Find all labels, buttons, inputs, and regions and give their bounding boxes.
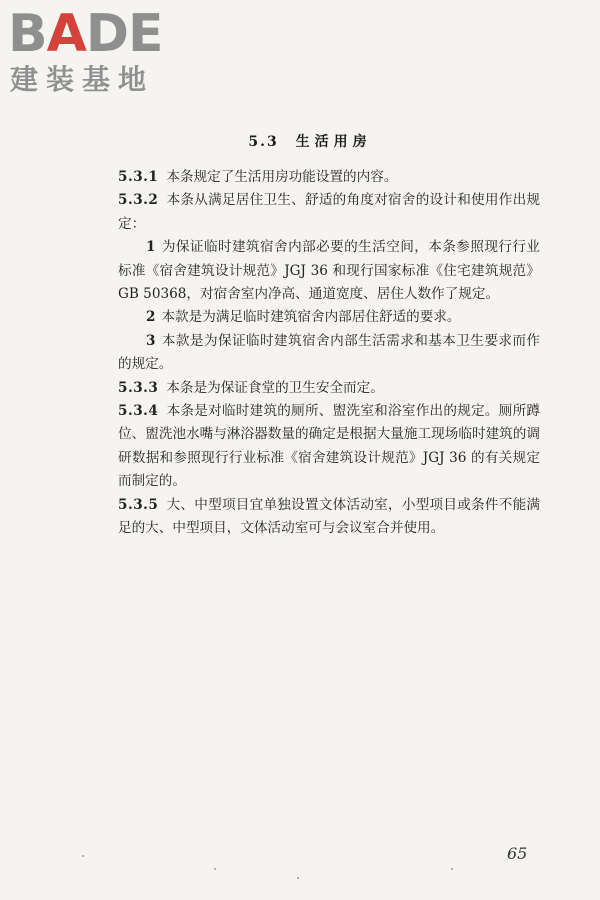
item-number: 1 — [146, 239, 156, 256]
item-text: 本款是为保证临时建筑宿舍内部生活需求和基本卫生要求而作的规定。 — [118, 332, 540, 373]
section-title-text: 生活用房 — [295, 134, 372, 150]
section-number: 5.3 — [248, 134, 279, 150]
clause-text: 大、中型项目宜单独设置文体活动室，小型项目或条件不能满足的大、中型项目，文体活动室可与会议室合并使用。 — [118, 496, 540, 537]
item-paragraph — [118, 306, 540, 329]
logo-letter-b: B — [8, 4, 47, 64]
clause-paragraph — [118, 377, 540, 400]
clause-text: 本条规定了生活用房功能设置的内容。 — [166, 169, 398, 185]
clause-number: 5.3.1 — [118, 169, 159, 185]
logo-letter-a-accent: A — [46, 4, 86, 64]
clause-paragraph — [118, 189, 540, 236]
scan-speck — [214, 868, 216, 870]
clause-number: 5.3.2 — [118, 192, 159, 209]
scan-speck — [82, 855, 84, 857]
item-number: 3 — [146, 332, 156, 349]
item-paragraph — [118, 236, 540, 306]
logo-wordmark — [8, 6, 163, 62]
clause-paragraph — [118, 166, 540, 189]
clause-number: 5.3.5 — [118, 496, 159, 513]
section-heading — [0, 131, 600, 151]
item-number: 2 — [146, 309, 156, 326]
scan-speck — [451, 868, 453, 870]
clause-paragraph — [118, 494, 540, 541]
scan-speck — [297, 877, 299, 879]
item-text: 本款是为满足临时建筑宿舍内部居住舒适的要求。 — [161, 309, 461, 326]
bade-logo — [8, 6, 178, 98]
clause-paragraph — [118, 400, 540, 494]
clause-number: 5.3.4 — [118, 403, 159, 420]
logo-subtitle: 建装基地 — [10, 63, 155, 96]
section-body — [118, 166, 540, 541]
item-paragraph — [118, 330, 540, 377]
clause-text: 本条是对临时建筑的厕所、盥洗室和浴室作出的规定。厕所蹲位、盥洗池水嘴与淋浴器数量的确定是根据大量施工现场临时建筑的调研数据和参照现行行业标准《宿舍建筑设计规范》JGJ 36 的有关规定而制定的。 — [118, 403, 540, 490]
page-number: 65 — [507, 844, 528, 863]
logo-letters-de: DE — [85, 4, 163, 64]
clause-text: 本条从满足居住卫生、舒适的角度对宿舍的设计和使用作出规定： — [118, 192, 540, 232]
item-text: 为保证临时建筑宿舍内部必要的生活空间，本条参照现行行业标准《宿舍建筑设计规范》JGJ 36 和现行国家标准《住宅建筑规范》GB 50368，对宿舍室内净高、通道宽度、居住人数作了规定。 — [118, 239, 540, 303]
clause-text: 本条是为保证食堂的卫生安全而定。 — [166, 379, 384, 396]
clause-number: 5.3.3 — [118, 379, 159, 396]
